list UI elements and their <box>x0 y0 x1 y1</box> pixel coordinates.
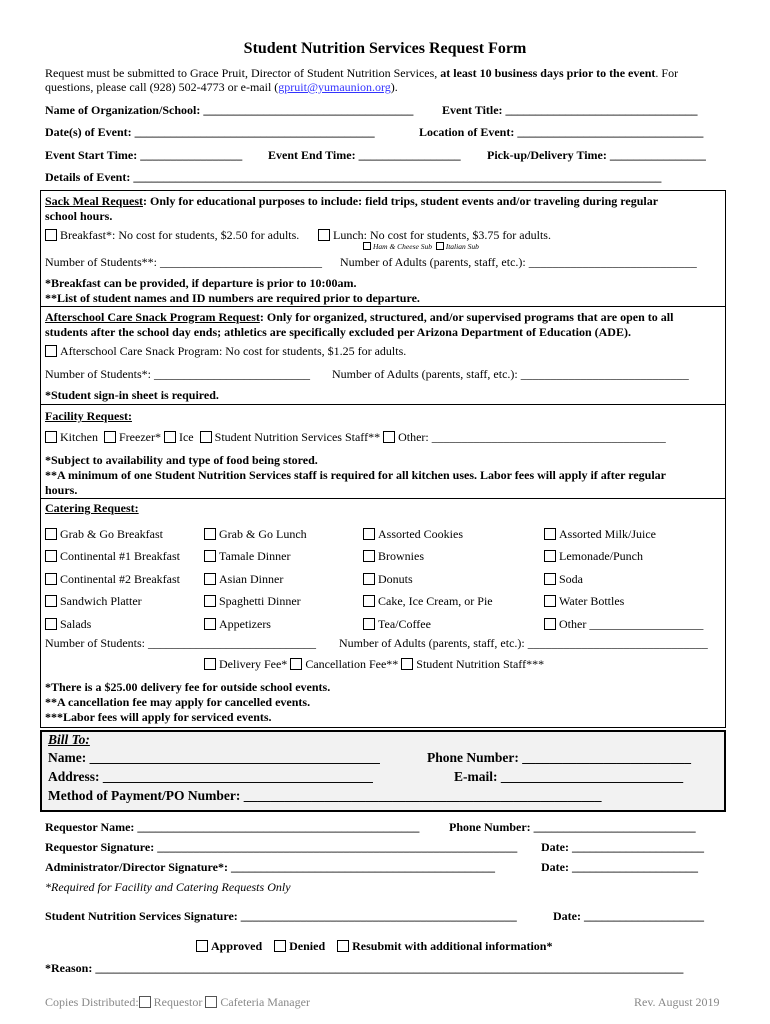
breakfast-option[interactable] <box>45 228 299 243</box>
catering-item-label: Grab & Go Breakfast <box>60 527 163 541</box>
catering-item[interactable] <box>45 568 180 590</box>
sack-meal-line-2: school hours. <box>45 209 113 223</box>
catering-item-label: Assorted Milk/Juice <box>559 527 656 541</box>
facility-note-3: hours. <box>45 483 78 497</box>
catering-item[interactable] <box>204 545 307 567</box>
sns-date-field[interactable]: Date: ____________________ <box>553 909 704 923</box>
sack-note-1: *Breakfast can be provided, if departure is prior to 10:00am. <box>45 276 357 290</box>
sack-meal-heading: Sack Meal Request <box>45 194 143 208</box>
catering-item-label: Other ___________________ <box>559 616 704 631</box>
checkbox-icon[interactable] <box>45 595 57 607</box>
event-start-field[interactable]: Event Start Time: _________________ <box>45 148 243 162</box>
catering-item[interactable] <box>544 545 703 567</box>
catering-item-label: Assorted Cookies <box>378 527 463 541</box>
ice-label: Ice <box>178 430 194 444</box>
catering-item[interactable] <box>45 545 180 567</box>
catering-item-label: Donuts <box>378 571 413 586</box>
catering-item[interactable] <box>363 545 493 567</box>
catering-item-label: Salads <box>60 616 92 631</box>
catering-item-label: Cake, Ice Cream, or Pie <box>378 594 493 609</box>
event-end-field[interactable]: Event End Time: _________________ <box>268 148 461 162</box>
sack-students-field[interactable]: Number of Students**: ___________________________ <box>45 255 322 269</box>
requestor-name-field[interactable]: Requestor Name: _______________________________________________ <box>45 820 420 834</box>
org-field[interactable]: Name of Organization/School: ___________________________________ <box>45 103 414 117</box>
divider <box>40 404 726 405</box>
lunch-label: Lunch: No cost for students, $3.75 for adults. <box>333 228 551 242</box>
catering-students-field[interactable]: Number of Students: ____________________________ <box>45 636 316 650</box>
intro-phone-text: questions, please call (928) 502-4773 or e-mail ( <box>45 80 279 94</box>
catering-note-3: ***Labor fees will apply for serviced events. <box>45 710 272 724</box>
intro-text-end: . For <box>655 66 679 80</box>
catering-item-label: Grab & Go Lunch <box>219 527 307 541</box>
catering-item-label: Continental #2 Breakfast <box>60 571 180 586</box>
checkbox-icon[interactable] <box>104 431 116 443</box>
catering-item-label: Water Bottles <box>559 594 625 609</box>
catering-item-label: Tea/Coffee <box>378 616 431 631</box>
checkbox-icon[interactable] <box>544 595 556 607</box>
email-link[interactable]: gpruit@yumaunion.org <box>278 80 391 94</box>
bill-phone-field[interactable]: Phone Number: _________________________ <box>427 750 691 765</box>
afterschool-program-label: Afterschool Care Snack Program: No cost for students, $1.25 for adults. <box>60 344 407 358</box>
catering-item-label: Tamale Dinner <box>219 549 291 564</box>
afterschool-desc: : Only for organized, structured, and/or supervised programs that are open to all <box>259 310 674 324</box>
checkbox-icon[interactable] <box>337 940 349 952</box>
sack-meal-line-1 <box>45 194 658 209</box>
catering-item[interactable] <box>204 523 307 545</box>
catering-item[interactable] <box>45 523 180 545</box>
afterschool-note: *Student sign-in sheet is required. <box>45 388 219 402</box>
checkbox-icon[interactable] <box>363 528 375 540</box>
requestor-date-field[interactable]: Date: ______________________ <box>541 840 704 854</box>
checkbox-icon[interactable] <box>363 550 375 562</box>
required-note: *Required for Facility and Catering Requests Only <box>45 880 291 894</box>
requestor-signature-field[interactable]: Requestor Signature: ____________________________________________________________ <box>45 840 518 854</box>
facility-staff-label: Student Nutrition Services Staff** <box>214 430 381 444</box>
catering-item-label: Continental #1 Breakfast <box>60 549 180 564</box>
catering-col-4 <box>544 523 703 635</box>
catering-item[interactable] <box>363 613 493 635</box>
catering-item[interactable] <box>363 590 493 612</box>
catering-item[interactable] <box>363 523 493 545</box>
intro-line-1 <box>45 66 678 81</box>
catering-item[interactable] <box>544 613 703 635</box>
catering-item[interactable] <box>544 523 703 545</box>
reason-field[interactable]: *Reason: __________________________________________________________________________________________________ <box>45 961 684 975</box>
divider <box>40 306 726 307</box>
catering-note-1: *There is a $25.00 delivery fee for outside school events. <box>45 680 331 694</box>
intro-line-2 <box>45 80 398 95</box>
event-location-field[interactable]: Location of Event: _______________________________ <box>419 125 704 139</box>
ham-cheese-label: Ham & Cheese Sub <box>373 242 432 251</box>
catering-item[interactable] <box>363 568 493 590</box>
catering-item-label: Brownies <box>378 549 424 564</box>
afterschool-line-1 <box>45 310 673 325</box>
bill-name-field[interactable]: Name: ___________________________________________ <box>48 750 380 765</box>
catering-col-2 <box>204 523 307 635</box>
catering-col-3 <box>363 523 493 635</box>
payment-method-field[interactable]: Method of Payment/PO Number: _____________________________________________________ <box>48 788 602 803</box>
admin-signature-field[interactable]: Administrator/Director Signature*: ____________________________________________ <box>45 860 495 874</box>
requestor-phone-field[interactable]: Phone Number: ___________________________ <box>449 820 696 834</box>
catering-fees <box>204 657 544 672</box>
bill-email-field[interactable]: E-mail: ___________________________ <box>454 769 684 784</box>
divider <box>40 498 726 499</box>
bill-to-heading: Bill To: <box>48 732 90 747</box>
intro-text-close: ). <box>390 80 398 94</box>
sub-options <box>363 242 479 251</box>
checkbox-icon[interactable] <box>45 618 57 630</box>
checkbox-icon[interactable] <box>436 242 444 250</box>
afterschool-adults-field[interactable]: Number of Adults (parents, staff, etc.): ____________________________ <box>332 367 689 381</box>
copies-requestor-label: Requestor <box>153 995 203 1009</box>
catering-col-1 <box>45 523 180 635</box>
facility-note-2: **A minimum of one Student Nutrition Services staff is required for all kitchen uses. Labor fees will apply if after regular <box>45 468 666 482</box>
checkbox-icon[interactable] <box>401 658 413 670</box>
checkbox-icon[interactable] <box>164 431 176 443</box>
checkbox-icon[interactable] <box>45 229 57 241</box>
intro-text: Request must be submitted to Grace Pruit, Director of Student Nutrition Services, <box>45 66 441 80</box>
checkbox-icon[interactable] <box>290 658 302 670</box>
checkbox-icon[interactable] <box>139 996 151 1008</box>
checkbox-icon[interactable] <box>204 528 216 540</box>
checkbox-icon[interactable] <box>45 550 57 562</box>
event-dates-field[interactable]: Date(s) of Event: ________________________________________ <box>45 125 375 139</box>
page-title: Student Nutrition Services Request Form <box>243 40 527 57</box>
italian-sub-label: Italian Sub <box>445 242 479 251</box>
checkbox-icon[interactable] <box>204 595 216 607</box>
delivery-fee-label: Delivery Fee* <box>219 657 288 671</box>
copies-cafeteria-label: Cafeteria Manager <box>220 995 310 1009</box>
sack-meal-desc: : Only for educational purposes to include: field trips, student events and/or traveling during regular <box>143 194 659 208</box>
catering-item[interactable] <box>204 590 307 612</box>
cancellation-fee-label: Cancellation Fee** <box>305 657 399 671</box>
kitchen-label: Kitchen <box>60 430 98 444</box>
checkbox-icon[interactable] <box>544 573 556 585</box>
facility-other-field[interactable]: Other: _______________________________________ <box>398 430 666 444</box>
checkbox-icon[interactable] <box>544 550 556 562</box>
breakfast-label: Breakfast*: No cost for students, $2.50 for adults. <box>60 228 300 242</box>
checkbox-icon[interactable] <box>45 345 57 357</box>
checkbox-icon[interactable] <box>363 242 371 250</box>
pickup-time-field[interactable]: Pick-up/Delivery Time: ________________ <box>487 148 706 162</box>
catering-adults-field[interactable]: Number of Adults (parents, staff, etc.): ______________________________ <box>339 636 708 650</box>
catering-item-label: Soda <box>559 571 583 586</box>
checkbox-icon[interactable] <box>274 940 286 952</box>
event-details-field[interactable]: Details of Event: ________________________________________________________________________________________ <box>45 170 662 184</box>
checkbox-icon[interactable] <box>45 431 57 443</box>
checkbox-icon[interactable] <box>204 573 216 585</box>
checkbox-icon[interactable] <box>45 573 57 585</box>
facility-note-1: *Subject to availability and type of food being stored. <box>45 453 318 467</box>
facility-options <box>45 430 666 445</box>
checkbox-icon[interactable] <box>204 658 216 670</box>
checkbox-icon[interactable] <box>363 618 375 630</box>
afterschool-option[interactable] <box>45 344 406 359</box>
sack-adults-field[interactable]: Number of Adults (parents, staff, etc.): ____________________________ <box>340 255 697 269</box>
checkbox-icon[interactable] <box>383 431 395 443</box>
admin-date-field[interactable]: Date: _____________________ <box>541 860 698 874</box>
denied-label: Denied <box>289 939 326 953</box>
bill-address-field[interactable]: Address: ________________________________________ <box>48 769 373 784</box>
checkbox-icon[interactable] <box>363 595 375 607</box>
deadline-text: at least 10 business days prior to the event <box>440 66 656 80</box>
copies-label: Copies Distributed: <box>45 995 139 1009</box>
catering-item[interactable] <box>544 590 703 612</box>
revision-date: Rev. August 2019 <box>634 995 720 1009</box>
checkbox-icon[interactable] <box>205 996 217 1008</box>
catering-item[interactable] <box>45 613 180 635</box>
checkbox-icon[interactable] <box>204 618 216 630</box>
catering-note-2: **A cancellation fee may apply for cancelled events. <box>45 695 311 709</box>
checkbox-icon[interactable] <box>204 550 216 562</box>
catering-item-label: Asian Dinner <box>219 571 284 586</box>
facility-heading: Facility Request: <box>45 409 132 423</box>
sack-note-2: **List of student names and ID numbers are required prior to departure. <box>45 291 420 305</box>
checkbox-icon[interactable] <box>363 573 375 585</box>
approved-label: Approved <box>211 939 263 953</box>
checkbox-icon[interactable] <box>196 940 208 952</box>
catering-item-label: Sandwich Platter <box>60 594 142 609</box>
freezer-label: Freezer* <box>119 430 161 444</box>
catering-item[interactable] <box>204 568 307 590</box>
catering-item-label: Spaghetti Dinner <box>219 594 301 609</box>
sns-signature-field[interactable]: Student Nutrition Services Signature: ______________________________________________ <box>45 909 517 923</box>
approval-options <box>196 939 552 954</box>
catering-item[interactable] <box>544 568 703 590</box>
afterschool-heading: Afterschool Care Snack Program Request <box>45 310 260 324</box>
lunch-option[interactable] <box>318 228 551 243</box>
afterschool-line-2: students after the school day ends; athletics are specifically excluded per Arizona Department of Education (ADE). <box>45 325 631 339</box>
event-title-field[interactable]: Event Title: ________________________________ <box>442 103 698 117</box>
copies-distributed <box>45 995 310 1010</box>
resubmit-label: Resubmit with additional information* <box>352 939 553 953</box>
checkbox-icon[interactable] <box>45 528 57 540</box>
checkbox-icon[interactable] <box>200 431 212 443</box>
checkbox-icon[interactable] <box>544 618 556 630</box>
catering-item[interactable] <box>45 590 180 612</box>
catering-item-label: Appetizers <box>219 616 271 631</box>
checkbox-icon[interactable] <box>544 528 556 540</box>
checkbox-icon[interactable] <box>318 229 330 241</box>
catering-item-label: Lemonade/Punch <box>559 549 643 564</box>
nutrition-staff-label: Student Nutrition Staff*** <box>416 657 545 671</box>
catering-heading: Catering Request: <box>45 501 139 515</box>
afterschool-students-field[interactable]: Number of Students*: __________________________ <box>45 367 310 381</box>
catering-item[interactable] <box>204 613 307 635</box>
